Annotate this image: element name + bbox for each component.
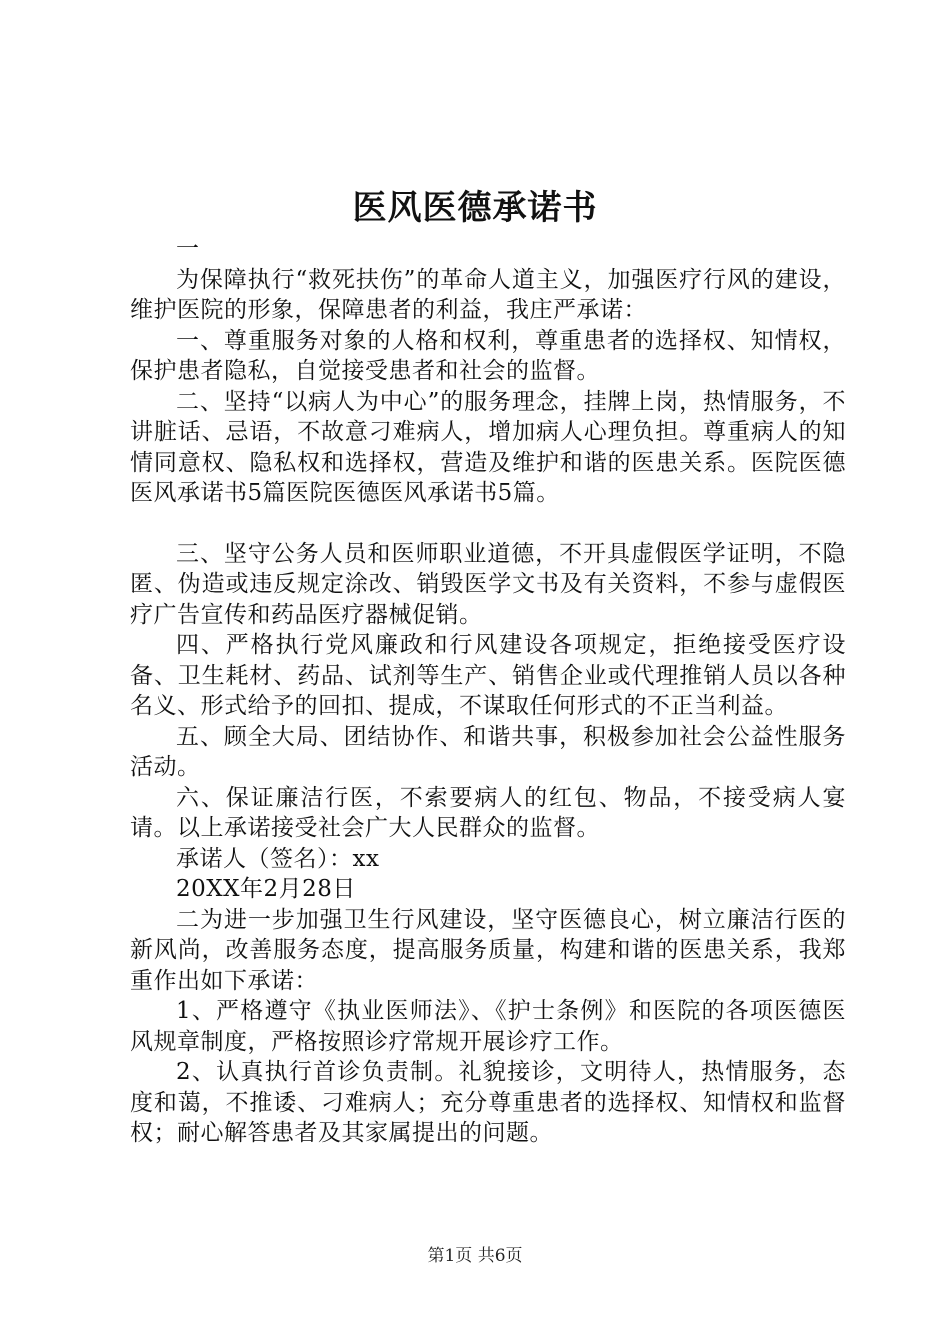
- date-line: 20XX年2月28日: [176, 876, 356, 902]
- pledge-item-5: 五、顾全大局、团结协作、和谐共事，积极参加社会公益性服务活动。: [130, 723, 846, 780]
- pledge-item-6: 六、保证廉洁行医，不索要病人的红包、物品，不接受病人宴请。以上承诺接受社会广大人民群众的监督。: [130, 784, 846, 841]
- numbered-item-2: 2、认真执行首诊负责制。礼貌接诊，文明待人，热情服务，态度和蔼，不推诿、刁难病人；充分尊重患者的选择权、知情权和监督权；耐心解答患者及其家属提出的问题。: [130, 1059, 846, 1146]
- pledge-item-3: 三、坚守公务人员和医师职业道德，不开具虚假医学证明，不隐匿、伪造或违反规定涂改、销毁医学文书及有关资料，不参与虚假医疗广告宣传和药品医疗器械促销。: [130, 540, 846, 628]
- document-body: [130, 234, 846, 1149]
- pledge-item-1: 一、尊重服务对象的人格和权利，尊重患者的选择权、知情权，保护患者隐私，自觉接受患者和社会的监督。: [130, 327, 846, 384]
- section-marker-one: 一: [176, 236, 200, 262]
- pledge-item-4: 四、严格执行党风廉政和行风建设各项规定，拒绝接受医疗设备、卫生耗材、药品、试剂等生产、销售企业或代理推销人员以各种名义、形式给予的回扣、提成，不谋取任何形式的不正当利益。: [130, 632, 846, 719]
- second-intro-paragraph: 二为进一步加强卫生行风建设，坚守医德良心，树立廉洁行医的新风尚，改善服务态度，提高服务质量，构建和谐的医患关系，我郑重作出如下承诺：: [130, 906, 846, 994]
- signature-line: 承诺人（签名）：xx: [176, 845, 380, 872]
- document-title: 医风医德承诺书: [352, 188, 598, 228]
- page-footer: 第1页 共6页: [427, 1246, 523, 1266]
- numbered-item-1: 1、严格遵守《执业医师法》、《护士条例》和医院的各项医德医风规章制度，严格按照诊疗常规开展诊疗工作。: [130, 998, 846, 1055]
- pledge-item-2: 二、坚持“以病人为中心”的服务理念，挂牌上岗，热情服务，不讲脏话、忌语，不故意刁难病人，增加病人心理负担。尊重病人的知情同意权、隐私权和选择权，营造及维护和谐的医患关系。医院医德医风承诺书5篇医院医德医风承诺书5篇。: [130, 388, 846, 506]
- intro-paragraph: 为保障执行“救死扶伤”的革命人道主义，加强医疗行风的建设，维护医院的形象，保障患者的利益，我庄严承诺：: [130, 266, 846, 323]
